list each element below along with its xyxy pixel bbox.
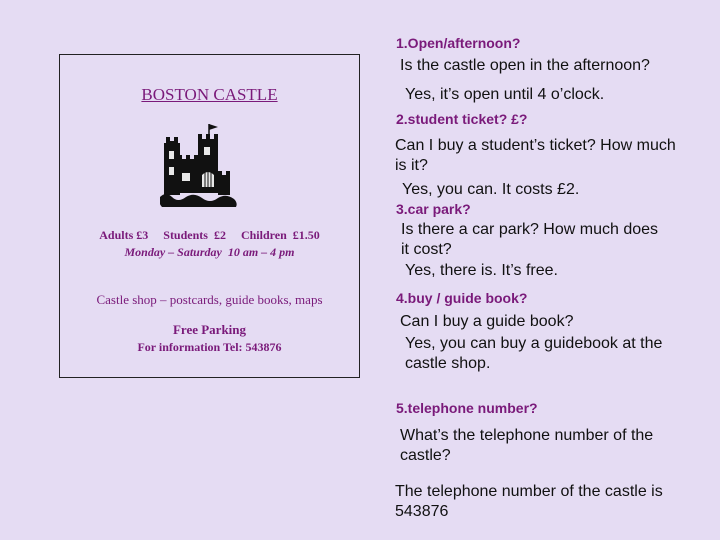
- answer-text-3: Yes, there is. It’s free.: [405, 262, 558, 279]
- question-heading-3: 3.car park?: [396, 201, 471, 217]
- answer-text-1: Yes, it’s open until 4 o’clock.: [405, 86, 605, 103]
- question-text-1: Is the castle open in the afternoon?: [400, 57, 650, 74]
- card-title: BOSTON CASTLE: [141, 85, 278, 104]
- castle-shop-text: Castle shop – postcards, guide books, maps: [96, 292, 323, 307]
- answer-text-4: Yes, you can buy a guidebook at the castle shop.: [405, 335, 663, 372]
- question-text-4: Can I buy a guide book?: [400, 313, 574, 330]
- castle-icon: [160, 121, 240, 211]
- question-text-5: What’s the telephone number of the castle?: [400, 427, 654, 464]
- telephone-info: For information Tel: 543876: [137, 340, 282, 354]
- question-heading-4: 4.buy / guide book?: [396, 290, 528, 306]
- answer-text-5: The telephone number of the castle is 543876: [395, 483, 663, 520]
- question-heading-1: 1.Open/afternoon?: [396, 35, 521, 51]
- opening-hours: Monday – Saturday 10 am – 4 pm: [124, 245, 295, 259]
- free-parking-text: Free Parking: [172, 322, 247, 337]
- answer-text-2: Yes, you can. It costs £2.: [402, 181, 580, 198]
- question-text-2: Can I buy a student’s ticket? How much is it?: [395, 137, 676, 174]
- question-heading-2: 2.student ticket? £?: [396, 111, 528, 127]
- ticket-prices: Adults £3 Students £2 Children £1.50: [99, 228, 320, 242]
- castle-info-card: [59, 54, 360, 378]
- question-text-3: Is there a car park? How much does it cost?: [401, 221, 659, 258]
- question-heading-5: 5.telephone number?: [396, 400, 538, 416]
